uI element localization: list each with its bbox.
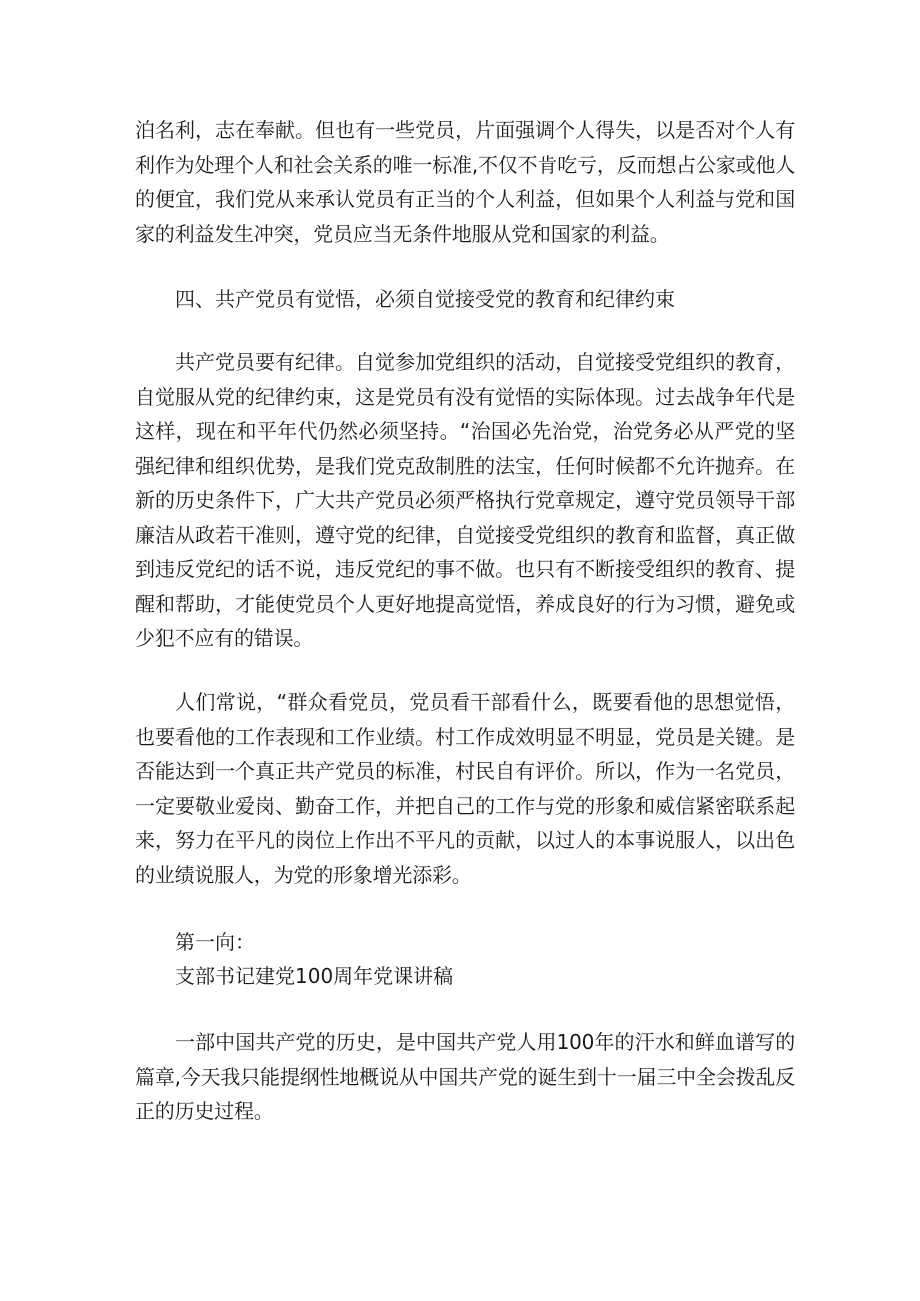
paragraph-discipline: 共产党员要有纪律。自觉参加党组织的活动，自觉接受党组织的教育，自觉服从党的纪律约束，这是党员有没有觉悟的实际体现。过去战争年代是这样，现在和平年代仍然必须坚持。“治国必先治党，治党务必从严党的坚强纪律和组织优势，是我们党克敌制胜的法宝，任何时候都不允许抛弃。在新的历史条件下，广大共产党员必须严格执行党章规定，遵守党员领导干部廉洁从政若干准则，遵守党的纪律，自觉接受党组织的教育和监督，真正做到违反党纪的话不说，违反党纪的事不做。也只有不断接受组织的教育、提醒和帮助，才能使党员个人更好地提高觉悟，养成良好的行为习惯，避免或少犯不应有的错误。	[135, 350, 795, 650]
paragraph-masses-watch: 人们常说，“群众看党员，党员看干部看什么，既要看他的思想觉悟，也要看他的工作表现和工作业绩。村工作成效明显不明显，党员是关键。是否能达到一个真正共产党员的标准，村民自有评价。所以，作为一名党员，一定要敬业爱岗、勤奋工作，并把自己的工作与党的形象和威信紧密联系起来，努力在平凡的岗位上作出不平凡的贡献，以过人的本事说服人，以出色的业绩说服人，为党的形象增光添彩。	[135, 690, 795, 887]
paragraph-self-interest: 泊名利，志在奉献。但也有一些党员，片面强调个人得失，以是否对个人有利作为处理个人和社会关系的唯一标准,不仅不肯吃亏，反而想占公家或他人的便宜，我们党从来承认党员有正当的个人利益，但如果个人利益与党和国家的利益发生冲突，党员应当无条件地服从党和国家的利益。	[135, 118, 795, 246]
section-heading-four: 四、共产党员有觉悟，必须自觉接受党的教育和纪律约束	[175, 287, 675, 311]
section-title: 支部书记建党100周年党课讲稿	[175, 964, 454, 988]
section-label: 第一向：	[175, 930, 255, 954]
paragraph-party-history: 一部中国共产党的历史，是中国共产党人用100年的汗水和鲜血谱写的篇章,今天我只能提纲性地概说从中国共产党的诞生到十一届三中全会拨乱反正的历史过程。	[135, 1030, 795, 1123]
